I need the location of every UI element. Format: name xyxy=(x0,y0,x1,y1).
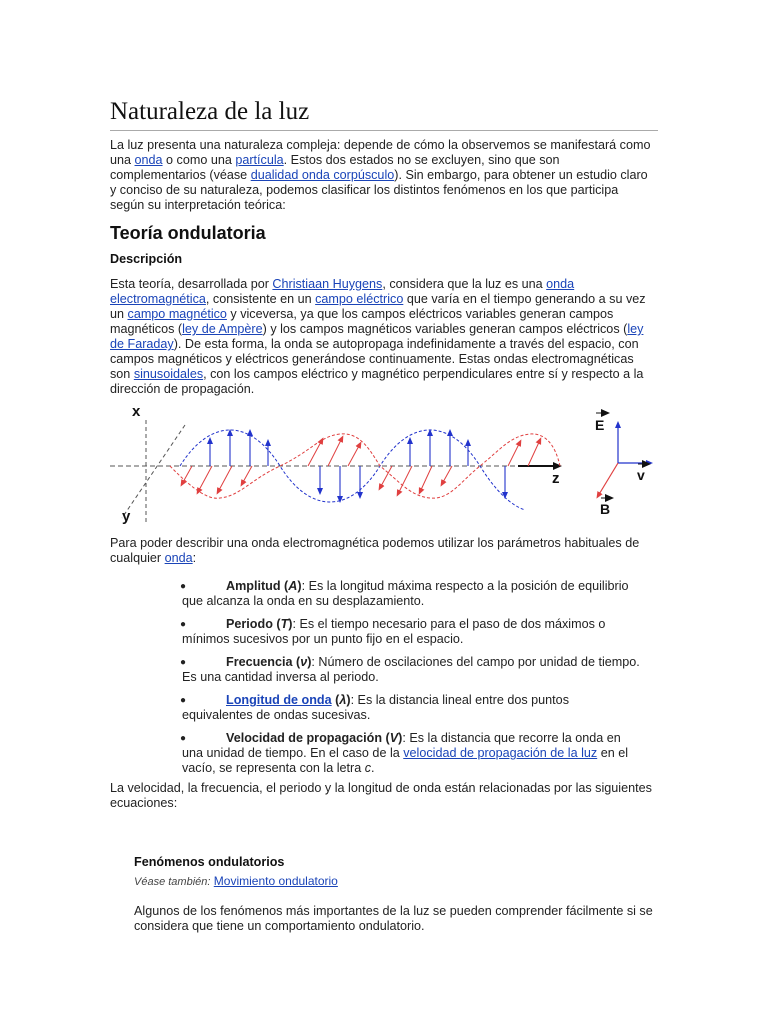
list-item-amplitud xyxy=(182,579,640,609)
fenomenos-paragraph: Algunos de los fenómenos más importantes de la luz se pueden comprender fácilmente si se considera que tiene un comportamiento ondulatorio. xyxy=(134,904,653,933)
term: Periodo ( xyxy=(226,617,281,631)
desc-text-4: que varía en el tiempo generando a su vez un xyxy=(110,292,646,321)
bullet-icon: ● xyxy=(180,695,187,706)
intro-text-4: ). Sin embargo, para obtener un estudio claro y conciso de su naturaleza, podemos clasificar los distintos fenómenos en los que participa según su interpretación teórica: xyxy=(110,168,648,212)
legend-b-vector xyxy=(598,463,618,496)
definition: : Es la distancia que recorre la onda en una unidad de tiempo. En el caso de la xyxy=(182,731,621,760)
desc-text-3: , consistente en un xyxy=(205,292,316,306)
page-title: Naturaleza de la luz xyxy=(110,98,658,131)
definition: : Es la longitud máxima respecto a la posición de equilibrio que alcanza la onda en su desplazamiento. xyxy=(182,579,629,608)
definition: : Número de oscilaciones del campo por unidad de tiempo. Es una cantidad inversa al periodo. xyxy=(182,655,640,684)
description-paragraph xyxy=(110,277,656,397)
list-item-longitud xyxy=(182,693,640,723)
list-item-periodo xyxy=(182,617,640,647)
legend-b-label: B xyxy=(600,501,611,517)
link-onda[interactable]: onda xyxy=(134,153,163,167)
em-wave-diagram xyxy=(110,400,658,530)
params-intro-text: Para poder describir una onda electromagnética podemos utilizar los parámetros habituales de cualquier xyxy=(110,536,640,565)
link-huygens[interactable]: Christiaan Huygens xyxy=(272,277,383,291)
intro-text-2: o como una xyxy=(162,153,236,167)
subsection-title: Descripción xyxy=(110,252,183,266)
desc-text-5: y viceversa, ya que los campos eléctricos variables generan campos magnéticos ( xyxy=(110,307,614,336)
see-also-label: Véase también: xyxy=(134,876,211,888)
definition: : Es el tiempo necesario para el paso de dos máximos o mínimos sucesivos por un punto fijo en el espacio. xyxy=(182,617,606,646)
desc-text-6: ) y los campos magnéticos variables generan campos eléctricos ( xyxy=(262,322,628,336)
section-title: Teoría ondulatoria xyxy=(110,223,266,243)
list-item-velocidad xyxy=(182,731,640,776)
legend-v-label: v xyxy=(637,467,645,483)
intro-text-1: La luz presenta una naturaleza compleja: depende de cómo la observemos se manifestará como una xyxy=(110,138,651,167)
term-close: ) xyxy=(346,693,351,707)
desc-text-8: , con los campos eléctrico y magnético perpendiculares entre sí y respecto a la dirección de propagación. xyxy=(110,367,644,396)
link-ley-ampere[interactable]: ley de Ampère xyxy=(182,322,263,336)
relation-paragraph: La velocidad, la frecuencia, el periodo y la longitud de onda están relacionadas por las siguientes ecuaciones: xyxy=(110,781,652,810)
axis-y-label: y xyxy=(122,508,131,525)
symbol: T xyxy=(280,617,289,631)
magnetic-field-curve xyxy=(170,434,560,498)
bullet-icon: ● xyxy=(180,581,187,592)
symbol: ν xyxy=(300,655,308,669)
link-dualidad[interactable]: dualidad onda corpúsculo xyxy=(250,168,395,182)
term-close: ) xyxy=(288,617,293,631)
symbol: λ xyxy=(339,693,347,707)
axis-x-label: x xyxy=(132,403,141,420)
term-close: ) xyxy=(297,579,302,593)
symbol: A xyxy=(288,579,298,593)
intro-paragraph xyxy=(110,138,656,213)
letter-c: c xyxy=(364,761,372,775)
term: Amplitud ( xyxy=(226,579,289,593)
link-particula[interactable]: partícula xyxy=(235,153,284,167)
see-also-line xyxy=(134,874,654,890)
bullet-icon: ● xyxy=(180,657,187,668)
list-item-frecuencia xyxy=(182,655,640,685)
link-longitud-de-onda[interactable]: Longitud de onda xyxy=(226,693,332,707)
axis-z-label: z xyxy=(552,470,560,487)
term: ( xyxy=(331,693,340,707)
electric-field-curve xyxy=(180,430,525,510)
link-velocidad-luz[interactable]: velocidad de propagación de la luz xyxy=(403,746,598,760)
link-movimiento-ondulatorio[interactable]: Movimiento ondulatorio xyxy=(213,874,338,888)
bullet-icon: ● xyxy=(180,733,187,744)
params-intro-paragraph xyxy=(110,536,656,566)
link-onda-electromagnetica[interactable]: onda electromagnética xyxy=(110,277,575,306)
desc-text-1: Esta teoría, desarrollada por xyxy=(110,277,273,291)
params-intro-colon: : xyxy=(192,551,197,565)
legend-e-label: E xyxy=(595,417,605,433)
link-campo-magnetico[interactable]: campo magnético xyxy=(127,307,227,321)
desc-text-7: ). De esta forma, la onda se autopropaga indefinidamente a través del espacio, con campos magnéticos y eléctricos generándose continuamente. Estas ondas electromagnéticas son xyxy=(110,337,639,381)
parameters-list xyxy=(182,579,640,784)
bullet-icon: ● xyxy=(180,619,187,630)
desc-text-2: , considera que la luz es una xyxy=(382,277,547,291)
link-sinusoidales[interactable]: sinusoidales xyxy=(133,367,204,381)
term-close: ) xyxy=(398,731,403,745)
term: Frecuencia ( xyxy=(226,655,301,669)
symbol: V xyxy=(389,731,399,745)
link-ley-faraday[interactable]: ley de Faraday xyxy=(110,322,644,351)
fenomenos-title: Fenómenos ondulatorios xyxy=(134,855,285,869)
term-close: ) xyxy=(307,655,312,669)
term: Velocidad de propagación ( xyxy=(226,731,390,745)
definition-end: . xyxy=(371,761,375,775)
definition-2: en el vacío, se representa con la letra xyxy=(182,746,629,775)
intro-text-3: . Estos dos estados no se excluyen, sino que son complementarios (véase xyxy=(110,153,560,182)
link-onda-params[interactable]: onda xyxy=(164,551,193,565)
link-campo-electrico[interactable]: campo eléctrico xyxy=(315,292,404,306)
definition: : Es la distancia lineal entre dos puntos equivalentes de ondas sucesivas. xyxy=(182,693,569,722)
